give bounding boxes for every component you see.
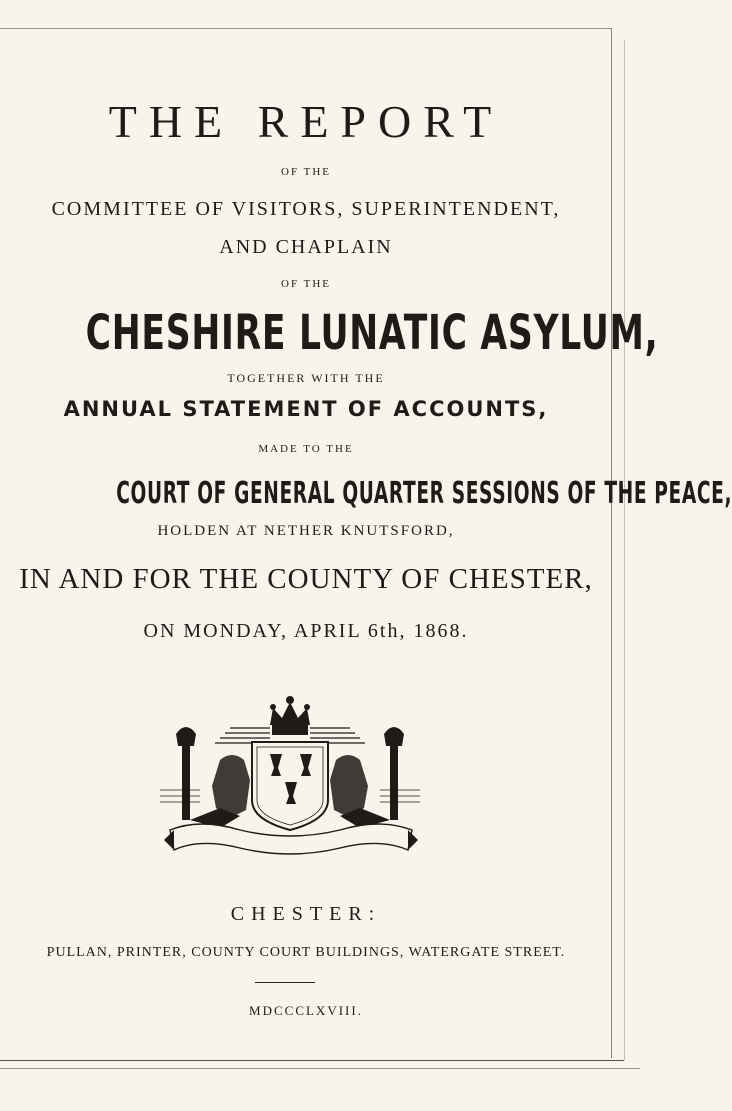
page-border-bottom — [0, 1060, 624, 1061]
county-line: IN AND FOR THE COUNTY OF CHESTER, — [19, 563, 593, 595]
publication-year: MDCCCLXVIII. — [249, 1003, 363, 1018]
asylum-heading: CHESHIRE LUNATIC ASYLUM, — [85, 305, 659, 361]
page-edge-right — [624, 40, 625, 1060]
date-line: ON MONDAY, APRIL 6th, 1868. — [143, 620, 469, 642]
page-border-top — [0, 28, 612, 29]
page-edge-bottom — [0, 1068, 640, 1069]
of-the-text: OF THE — [281, 166, 331, 178]
printer-line: PULLAN, PRINTER, COUNTY COURT BUILDINGS, WATERGATE STREET. — [46, 945, 566, 960]
annual-statement-heading: ANNUAL STATEMENT OF ACCOUNTS, — [63, 397, 549, 421]
place-of-printing: CHESTER: — [230, 903, 382, 925]
page-title: THE REPORT — [108, 96, 504, 147]
of-the-text-2: OF THE — [281, 278, 331, 290]
holden-line: HOLDEN AT NETHER KNUTSFORD, — [157, 523, 455, 539]
court-heading: COURT OF GENERAL QUARTER SESSIONS OF THE PEACE, — [116, 476, 732, 511]
together-line: TOGETHER WITH THE — [227, 371, 385, 385]
made-to-line: MADE TO THE — [258, 443, 354, 455]
committee-line: COMMITTEE OF VISITORS, SUPERINTENDENT, — [51, 198, 561, 220]
divider — [255, 982, 315, 983]
coat-of-arms-icon — [160, 690, 420, 860]
chaplain-line: AND CHAPLAIN — [219, 236, 393, 258]
